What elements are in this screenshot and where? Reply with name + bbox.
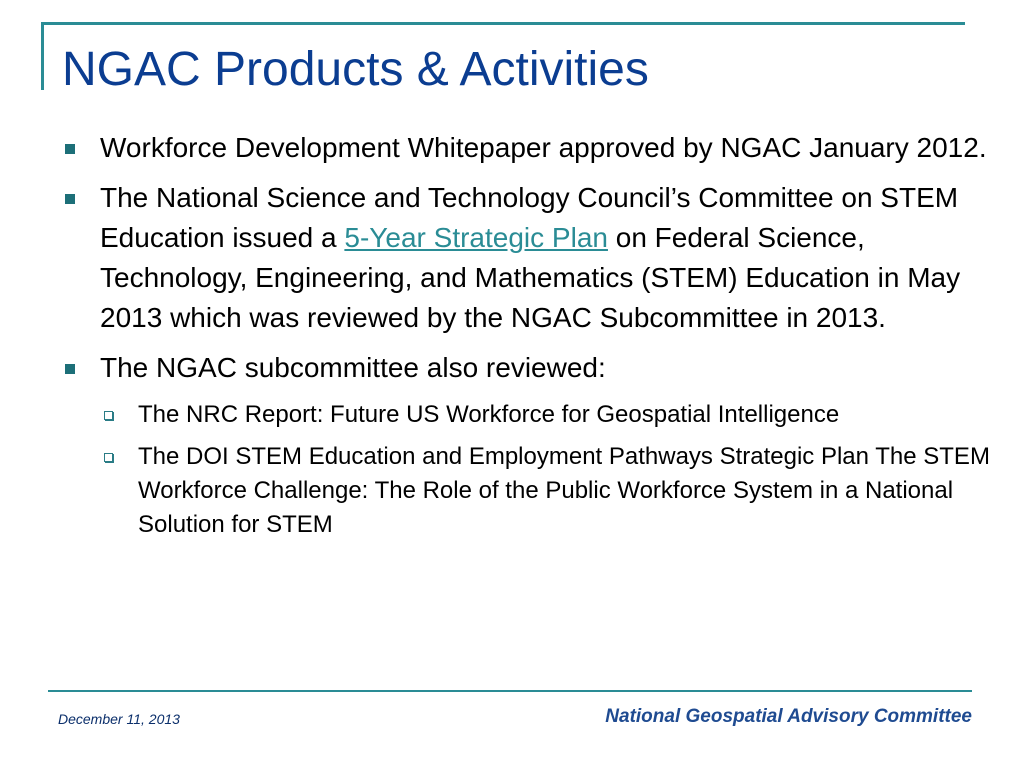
bullet-text: The NGAC subcommittee also reviewed: bbox=[100, 352, 606, 383]
strategic-plan-link[interactable]: 5-Year Strategic Plan bbox=[344, 222, 608, 253]
slide-title: NGAC Products & Activities bbox=[62, 43, 649, 96]
bullet-text-after-link: on Federal Science, Technology, Engineering, and Mathematics (STEM) Education in May 2013 which was reviewed by the NGAC Subcommittee in 2013. bbox=[100, 222, 961, 333]
subbullet-nrc-report bbox=[60, 398, 1010, 432]
bullet-whitepaper bbox=[60, 128, 1010, 168]
square-bullet-icon bbox=[65, 364, 75, 374]
hollow-square-bullet-icon bbox=[104, 411, 113, 420]
top-frame-line bbox=[41, 22, 965, 25]
bullet-text-before-link: The National Science and Technology Council’s Committee on STEM Education issued a bbox=[100, 182, 959, 253]
hollow-square-bullet-icon bbox=[104, 453, 113, 462]
footer-organization: National Geospatial Advisory Committee bbox=[605, 706, 972, 727]
slide-content bbox=[60, 128, 1010, 550]
footer-divider bbox=[48, 690, 972, 692]
square-bullet-icon bbox=[65, 144, 75, 154]
bullet-strategic-plan bbox=[60, 178, 1010, 338]
bullet-text: Workforce Development Whitepaper approved by NGAC January 2012. bbox=[100, 132, 987, 163]
square-bullet-icon bbox=[65, 194, 75, 204]
footer-date: December 11, 2013 bbox=[58, 711, 180, 727]
subbullet-text: The NRC Report: Future US Workforce for Geospatial Intelligence bbox=[138, 401, 840, 428]
subbullet-text: The DOI STEM Education and Employment Pathways Strategic Plan The STEM Workforce Challenge: The Role of the Public Workforce System in a National Solution for STEM bbox=[138, 443, 990, 538]
subbullet-doi-stem bbox=[60, 440, 1010, 542]
bullet-subcommittee-reviewed bbox=[60, 348, 1010, 388]
left-frame-line bbox=[41, 22, 44, 90]
